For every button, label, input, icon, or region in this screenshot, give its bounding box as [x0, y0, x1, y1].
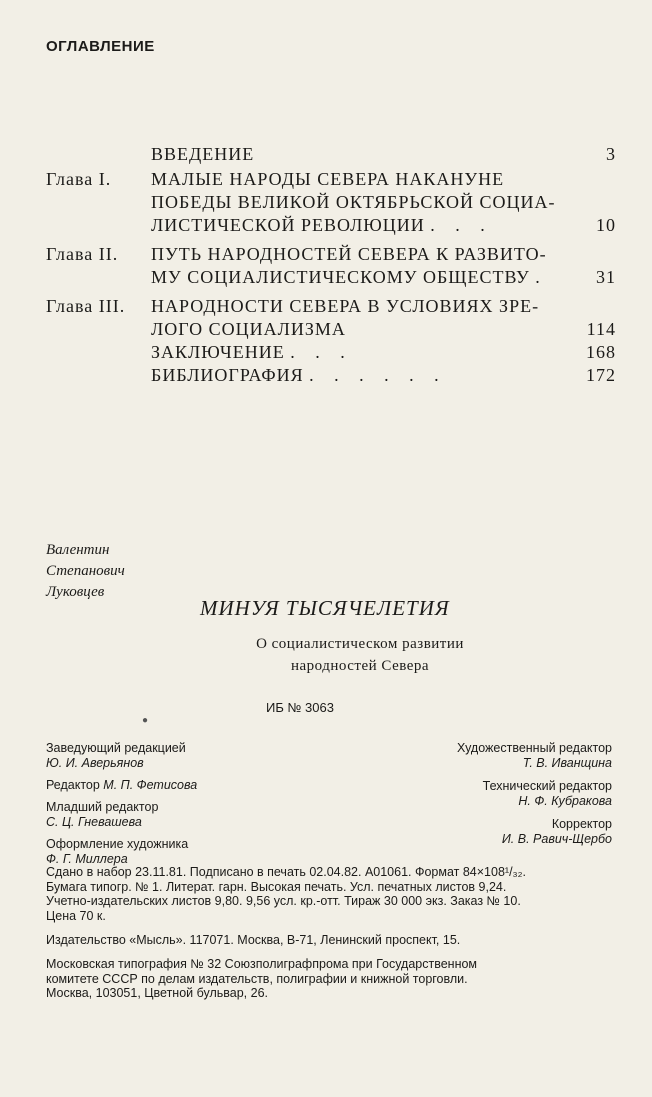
imprint-line: Бумага типогр. № 1. Литерат. гарн. Высокая печать. Усл. печатных листов 9,24.	[46, 879, 507, 894]
credit-entry	[352, 741, 612, 771]
credit-role: Редактор	[46, 778, 100, 792]
credit-name: М. П. Фетисова	[103, 778, 198, 792]
credit-entry	[46, 741, 326, 771]
credit-name: И. В. Равич-Щербо	[501, 832, 612, 846]
credit-entry	[46, 778, 326, 793]
printer-address	[46, 957, 626, 1001]
toc-page-number: 3	[606, 144, 616, 164]
book-subtitle	[210, 633, 510, 677]
imprint-details	[46, 865, 626, 923]
credit-role: Оформление художника	[46, 837, 189, 851]
author-last-name: Луковцев	[46, 584, 105, 600]
toc-leader-dots: . . .	[430, 215, 493, 235]
author-name	[46, 540, 125, 603]
edition-number: ИБ № 3063	[266, 700, 334, 715]
toc-title-line: БИБЛИОГРАФИЯ	[151, 365, 304, 385]
credit-role: Технический редактор	[482, 779, 612, 793]
ink-mark: ●	[142, 715, 149, 726]
credit-name: Т. В. Иванщина	[522, 756, 612, 770]
toc-leader-dots: .	[535, 267, 548, 287]
toc-page-number: 172	[586, 365, 616, 385]
toc-title-line: МАЛЫЕ НАРОДЫ СЕВЕРА НАКАНУНЕ	[151, 169, 505, 189]
printer-line: комитете СССР по делам издательств, полиграфии и книжной торговли.	[46, 971, 468, 986]
credit-entry	[46, 800, 326, 830]
toc-chapter-label: Глава III.	[46, 296, 126, 316]
credits-left	[46, 741, 326, 874]
toc-chapter-label: Глава I.	[46, 169, 112, 189]
toc-title-line: ЗАКЛЮЧЕНИЕ	[151, 342, 285, 362]
toc-entry-chapter-3[interactable]	[46, 295, 626, 341]
credit-role: Заведующий редакцией	[46, 741, 186, 755]
table-of-contents	[46, 143, 626, 387]
imprint-line: Сдано в набор 23.11.81. Подписано в печать 02.04.82. А01061. Формат 84×108¹/₃₂.	[46, 865, 526, 879]
credits-right	[352, 741, 612, 854]
subtitle-line: народностей Севера	[290, 658, 430, 674]
credit-name: С. Ц. Гневашева	[46, 815, 142, 829]
toc-entry-bibliography[interactable]	[46, 364, 626, 387]
toc-title-line: МУ СОЦИАЛИСТИЧЕСКОМУ ОБЩЕСТВУ	[151, 267, 530, 287]
credit-name: Н. Ф. Кубракова	[518, 794, 612, 808]
toc-title-line: НАРОДНОСТИ СЕВЕРА В УСЛОВИЯХ ЗРЕ-	[151, 296, 540, 316]
printer-line: Московская типография № 32 Союзполиграфпрома при Государственном	[46, 957, 478, 971]
author-patronymic: Степанович	[46, 563, 125, 579]
credit-role: Художественный редактор	[457, 741, 612, 755]
book-title: МИНУЯ ТЫСЯЧЕЛЕТИЯ	[200, 596, 450, 620]
toc-leader-dots: . . . . . .	[309, 365, 447, 385]
credit-name: Ю. И. Аверьянов	[46, 756, 144, 770]
credit-entry	[46, 837, 326, 867]
toc-title-line: ЛОГО СОЦИАЛИЗМА	[151, 319, 346, 339]
credit-role: Младший редактор	[46, 800, 159, 814]
toc-page-number: 31	[596, 267, 616, 287]
imprint-line: Учетно-издательских листов 9,80. 9,56 усл. кр.-отт. Тираж 30 000 экз. Заказ № 10.	[46, 894, 521, 908]
toc-page-number: 168	[586, 342, 616, 362]
toc-entry-conclusion[interactable]	[46, 341, 626, 364]
imprint-line: Цена 70 к.	[46, 908, 106, 923]
toc-page-number: 10	[596, 215, 616, 235]
toc-entry-chapter-2[interactable]	[46, 243, 626, 289]
toc-title-line: ЛИСТИЧЕСКОЙ РЕВОЛЮЦИИ	[151, 215, 425, 235]
printer-line: Москва, 103051, Цветной бульвар, 26.	[46, 986, 268, 1000]
toc-title-line: ПУТЬ НАРОДНОСТЕЙ СЕВЕРА К РАЗВИТО-	[151, 244, 547, 264]
toc-title-line: ВВЕДЕНИЕ	[151, 144, 255, 164]
toc-entry-chapter-1[interactable]	[46, 168, 626, 237]
credit-role: Корректор	[551, 817, 612, 831]
toc-title-line: ПОБЕДЫ ВЕЛИКОЙ ОКТЯБРЬСКОЙ СОЦИА-	[151, 192, 556, 212]
toc-chapter-label: Глава II.	[46, 244, 119, 264]
show-through-text	[300, 30, 630, 47]
subtitle-line: О социалистическом развитии	[256, 636, 464, 652]
publisher-address: Издательство «Мысль». 117071. Москва, В-71, Ленинский проспект, 15.	[46, 933, 461, 947]
author-first-name: Валентин	[46, 542, 110, 558]
toc-entry-introduction[interactable]	[46, 143, 626, 166]
credit-entry	[352, 817, 612, 847]
credit-entry	[352, 779, 612, 809]
toc-leader-dots: . . .	[290, 342, 353, 362]
credit-name: Ф. Г. Миллера	[46, 852, 128, 866]
toc-heading: ОГЛАВЛЕНИЕ	[46, 38, 155, 55]
toc-page-number: 114	[586, 319, 616, 339]
